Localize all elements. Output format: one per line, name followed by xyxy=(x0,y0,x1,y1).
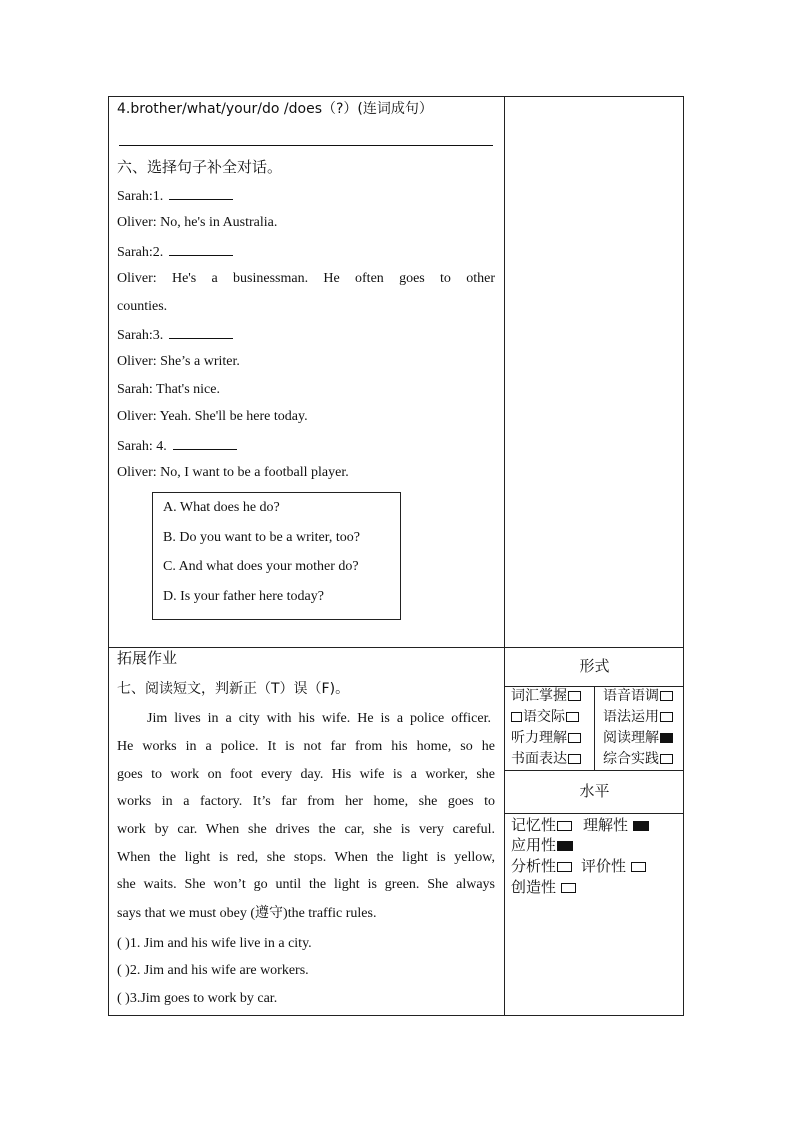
form-option[interactable] xyxy=(603,707,673,727)
option-b: B. Do you want to be a writer, too? xyxy=(163,530,360,545)
form-option-label: 词汇掌握 xyxy=(511,688,567,704)
form-option-label: 书面表达 xyxy=(511,751,567,767)
form-option-label: 语交际 xyxy=(523,709,565,725)
checkbox-icon[interactable] xyxy=(566,712,579,722)
dialogue-text: Oliver: He's a businessman. He often goes to other xyxy=(117,271,495,286)
form-option[interactable] xyxy=(511,728,581,748)
dialogue-line xyxy=(117,435,237,457)
passage-line: work by car. When she drives the car, she is very careful. xyxy=(117,822,495,837)
form-option-label: 语音语调 xyxy=(603,688,659,704)
section-6-title: 六、选择句子补全对话。 xyxy=(117,158,283,176)
dialogue-line xyxy=(117,352,240,372)
form-grid-divider xyxy=(594,686,595,770)
dialogue-text: Oliver: Yeah. She'll be here today. xyxy=(117,409,308,424)
dialogue-text: Oliver: No, he's in Australia. xyxy=(117,215,278,230)
checked-box-icon[interactable] xyxy=(660,733,673,743)
level-option-label: 评价性 xyxy=(581,857,627,875)
dialogue-text: Oliver: No, I want to be a football player. xyxy=(117,465,349,480)
dialogue-text: Sarah: 4. xyxy=(117,439,167,454)
tf-question: ( )1. Jim and his wife live in a city. xyxy=(117,936,312,951)
form-option-label: 语法运用 xyxy=(603,709,659,725)
tf-question: ( )3.Jim goes to work by car. xyxy=(117,991,278,1006)
form-option[interactable] xyxy=(603,686,673,706)
level-option[interactable] xyxy=(511,815,572,835)
checkbox-icon[interactable] xyxy=(660,754,673,764)
dialogue-line xyxy=(117,269,495,289)
dialogue-line xyxy=(117,297,167,317)
rule-level-bottom xyxy=(505,813,684,814)
checkbox-icon[interactable] xyxy=(557,821,572,831)
section-7-title: 七、阅读短文，判新正（T）误（F)。 xyxy=(117,681,350,697)
answer-blank[interactable] xyxy=(169,185,233,200)
passage-line: goes to work on foot every day. His wife is a worker, she xyxy=(117,767,495,782)
dialogue-line xyxy=(117,185,233,207)
form-option[interactable] xyxy=(603,728,673,748)
level-option-label: 记忆性 xyxy=(511,816,557,834)
rule-form-top xyxy=(505,647,684,648)
level-option-label: 应用性 xyxy=(511,836,557,854)
question-4: 4.brother/what/your/do /does（?）(连词成句） xyxy=(117,101,433,117)
passage-line: she waits. She won’t go until the light is green. She always xyxy=(117,877,495,892)
passage-line: works in a factory. It’s far from her home, she goes to xyxy=(117,794,495,809)
options-box xyxy=(152,492,401,620)
form-option-label: 阅读理解 xyxy=(603,730,659,746)
dialogue-text: Sarah:1. xyxy=(117,189,164,204)
extension-title: 拓展作业 xyxy=(117,649,178,667)
level-option[interactable] xyxy=(583,815,649,835)
form-option-label: 综合实践 xyxy=(603,751,659,767)
checkbox-icon[interactable] xyxy=(660,691,673,701)
answer-blank[interactable] xyxy=(169,241,233,256)
dialogue-text: Oliver: She’s a writer. xyxy=(117,354,240,369)
level-option[interactable] xyxy=(511,856,572,876)
rule-level-top xyxy=(505,770,684,771)
checkbox-icon[interactable] xyxy=(660,712,673,722)
form-option[interactable] xyxy=(603,749,673,769)
passage-line: says that we must obey (遵守)the traffic rules. xyxy=(117,906,377,921)
checked-box-icon[interactable] xyxy=(633,821,649,831)
tf-question: ( )2. Jim and his wife are workers. xyxy=(117,963,309,978)
dialogue-text: Sarah: That's nice. xyxy=(117,382,220,397)
level-option[interactable] xyxy=(581,856,646,876)
level-heading: 水平 xyxy=(579,782,610,800)
form-option[interactable] xyxy=(511,707,579,727)
passage-line: He works in a police. It is not far from his home, so he xyxy=(117,739,495,754)
answer-line[interactable] xyxy=(119,145,493,146)
level-option-label: 理解性 xyxy=(583,816,629,834)
form-option-label: 听力理解 xyxy=(511,730,567,746)
level-option-label: 分析性 xyxy=(511,857,557,875)
checkbox-icon xyxy=(511,712,522,722)
form-option[interactable] xyxy=(511,749,581,769)
level-option-label: 创造性 xyxy=(511,878,557,896)
dialogue-line xyxy=(117,463,349,483)
answer-blank[interactable] xyxy=(169,324,233,339)
dialogue-line xyxy=(117,241,233,263)
level-option[interactable] xyxy=(511,877,576,897)
passage-line: When the light is red, she stops. When the light is yellow, xyxy=(117,850,495,865)
checkbox-icon[interactable] xyxy=(568,754,581,764)
option-c: C. And what does your mother do? xyxy=(163,559,359,574)
checkbox-icon[interactable] xyxy=(568,733,581,743)
dialogue-line xyxy=(117,380,220,400)
checkbox-icon[interactable] xyxy=(561,883,576,893)
checkbox-icon[interactable] xyxy=(568,691,581,701)
level-option[interactable] xyxy=(511,835,573,855)
form-heading: 形式 xyxy=(579,657,610,675)
dialogue-text: Sarah:2. xyxy=(117,245,164,260)
checked-box-icon[interactable] xyxy=(557,841,573,851)
column-divider xyxy=(504,97,505,1015)
form-option[interactable] xyxy=(511,686,581,706)
dialogue-line xyxy=(117,213,277,233)
passage-line: Jim lives in a city with his wife. He is a police officer. xyxy=(147,711,491,726)
dialogue-text: counties. xyxy=(117,299,168,314)
dialogue-line xyxy=(117,407,308,427)
dialogue-text: Sarah:3. xyxy=(117,328,164,343)
option-a: A. What does he do? xyxy=(163,500,280,515)
option-d: D. Is your father here today? xyxy=(163,589,324,604)
dialogue-line xyxy=(117,324,233,346)
answer-blank[interactable] xyxy=(173,435,237,450)
checkbox-icon[interactable] xyxy=(557,862,572,872)
checkbox-icon[interactable] xyxy=(631,862,646,872)
worksheet-table xyxy=(108,96,684,1016)
